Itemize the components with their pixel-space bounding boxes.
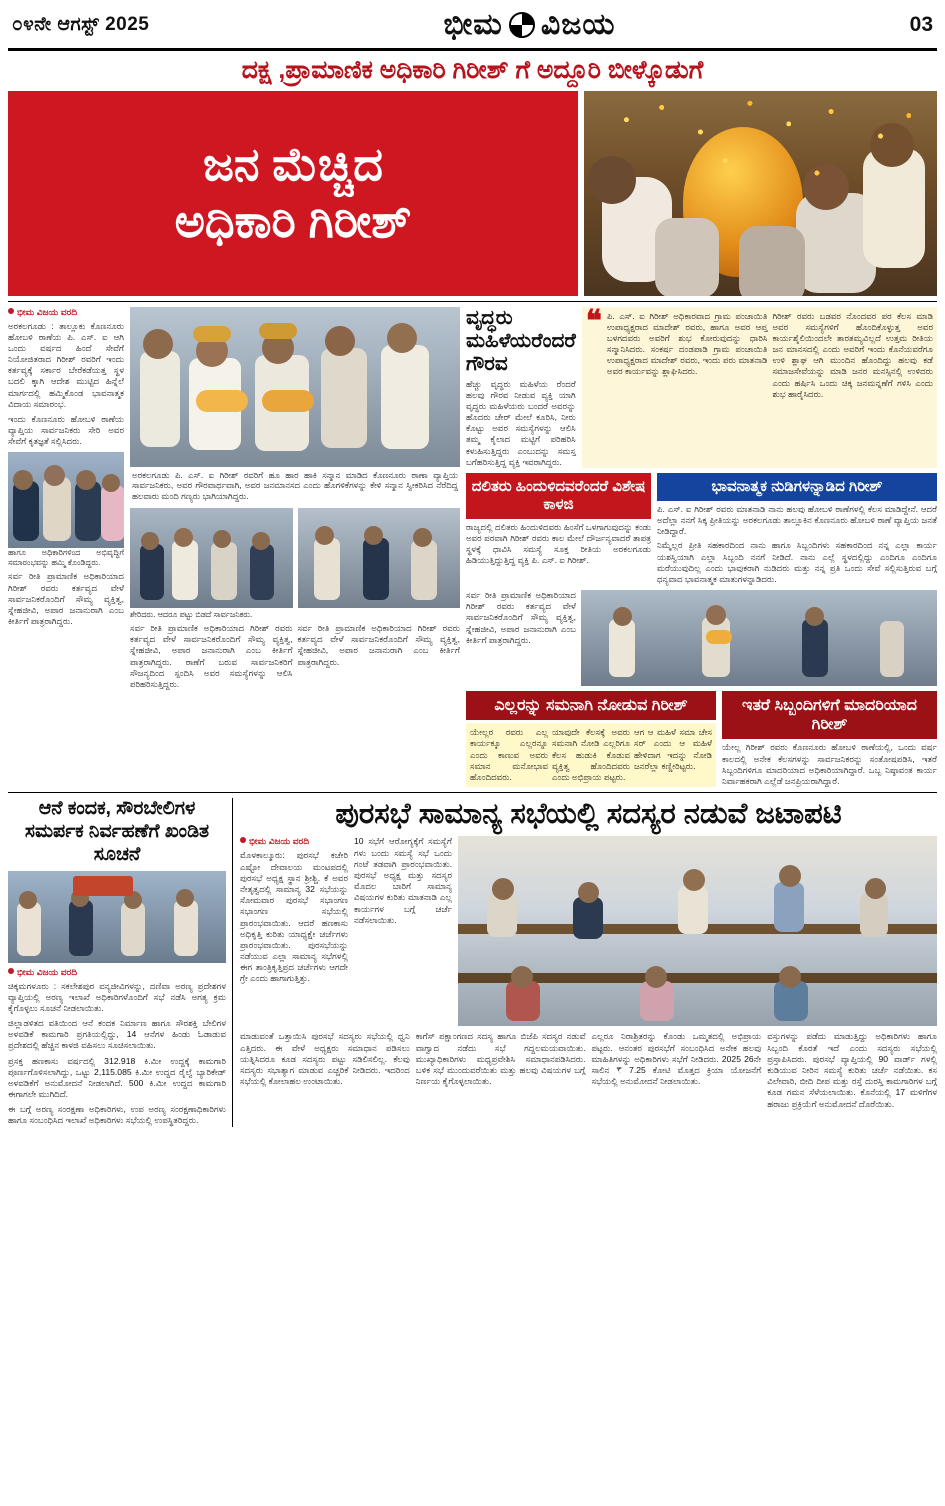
lead-byline: ಭೀಮ ವಿಜಯ ವರದಿ [8, 307, 124, 318]
hero-section [8, 91, 937, 296]
dalitaru-text: ರಾಜ್ಯದಲ್ಲಿ ದಲಿತರು ಹಿಂದುಳಿದವರು ಹಿಂಸೆಗೆ ಒಳಗಾಗುವುದನ್ನು ಕಂಡು ಅವರ ಪರವಾಗಿ ಗಿರೀಶ್ ರವರು ಕಾಲ ಮೇಲೆ ದೌರ್ಜನ್ಯವಾದರೆ ತಾಪತ್ರ ಸ್ಥಳಕ್ಕೆ ಧಾವಿಸಿ ಸಮಸ್ಯೆ ಸೂಕ್ತ ರೀತಿಯ ಅರಕಲಗೂಡು ಹಿಡಿಯುತ್ತಿದ್ದುತ್ತಿದ್ದ ವ್ಯಕ್ತಿ ಪಿ. ಎಸ್. ಐ ಗಿರೀಶ್. [466, 521, 651, 566]
station-photo [298, 508, 461, 608]
garland-group-photo [581, 590, 937, 686]
bottom-main-col-2: 10 ಸಭೆಗೆ ಆರೋಗ್ಯಕ್ಕೆಗೆ ಸಮಸ್ಯೆಗೆ ಗಳು ಬಂದು ಸಮಸ್ಯೆ ಸಭೆ ಒಂದು ಗಂಟೆ ತಡವಾಗಿ ಪ್ರಾರಂಭವಾಯಿತು. ಪುರಸಭೆ ಅಧ್ಯಕ್ಷ ಮತ್ತು ಸದಸ್ಯರ ಮೊದಲ ಬಾರಿಗೆ ಸಾಮಾನ್ಯ ವಿಷಯಗಳ ಕುರಿತು ಮಾತನಾಡಿ ಎಲ್ಲ ಕಾರ್ಯಗಳ ಬಗ್ಗೆ ಚರ್ಚೆ ನಡೆಸಲಾಯಿತು. [354, 836, 452, 925]
masthead-logo-left: ಭೀಮ [443, 8, 503, 41]
masthead [8, 6, 937, 51]
forest-meeting-photo [8, 871, 226, 963]
bottom-main-byline: ಭೀಮ ವಿಜಯ ವರದಿ [240, 836, 348, 847]
ellarannu-col-3: ಆಗ ಆ ಮಹಿಳೆ ಸಮಾ ಚೇಸ ಸರ್ ಎಂದು ಆ ಮಹಿಳೆ ಹೇಳಿದಾಗ ಇದನ್ನು ನೋಡಿ ಜನರೆಲ್ಲಾ ಕಣ್ಣೀರಿಟ್ಟರು. [634, 727, 712, 771]
logo-orb-icon [509, 12, 535, 38]
hero-headline-block [8, 91, 578, 296]
photo-caption-left: ಹಾಗೂ ಅಧಿಕಾರಿಗಳಿಂದ ಅಭಿವೃದ್ಧಿಗೆ ಸಮಾರಂಭವನ್ನು ಹಮ್ಮಿ ಕೊಂಡಿದ್ದರು. [8, 548, 124, 568]
bottom-main-headline: ಪುರಸಭೆ ಸಾಮಾನ್ಯ ಸಭೆಯಲ್ಲಿ ಸದಸ್ಯರ ನಡುವೆ ಜಟಾಪಟಿ [335, 798, 842, 831]
byline-dot-icon [8, 308, 14, 314]
bhavanatmaka-text-1: ಪಿ. ಎಸ್. ಐ ಗಿರೀಶ್ ರವರು ಮಾತನಾಡಿ ನಾನು ಹಲವು ಹೋಬಳಿ ಠಾಣೆಗಳಲ್ಲಿ ಕೆಲಸ ಮಾಡಿದ್ದೇನೆ. ಆದರೆ ಅದೆಲ್ಲಾ ನನಗೆ ಸಿಕ್ಕ ಪ್ರೀತಿಯನ್ನು ಅರಕಲಗೂಡು ತಾಲ್ಲೂಕಿನ ಕೊಣನೂರು ಹೋಬಳಿ ಠಾಣೆ ವ್ಯಾಪ್ತಿಯ ಜನತೆ ನೀಡಿದ್ದಾರೆ. [657, 503, 937, 537]
divider-2 [8, 792, 937, 793]
dalitaru-heading: ದಲಿತರು ಹಿಂದುಳಿದವರೆಂದರೆ ವಿಶೇಷ ಕಾಳಜಿ [466, 473, 651, 519]
bottom-left-para-1: ಚಿಕ್ಕಮಗಳೂರು : ಸಕಲೇಶಪುರ ವನ್ಯಜೀವಿಗಳನ್ನು, ದಣಿವಾ ಅರಣ್ಯ ಪ್ರದೇಶಗಳ ವ್ಯಾಪ್ತಿಯಲ್ಲಿ ಅರಣ್ಯ ಇಲಾಖೆ ಅಧಿಕಾರಿಗಳೊಂದಿಗೆ ಸಭೆ ನಡೆಸಿ ಅಗತ್ಯ ಕ್ರಮ ಕೈಗೊಳ್ಳಲು ಸೂಚನೆ ನೀಡಲಾಯಿತು. [8, 980, 226, 1013]
bottom-left-byline: ಭೀಮ ವಿಜಯ ವರದಿ [8, 967, 226, 978]
quote-text-right: ಗಿರೀಶ್ ರವರು ಬಡವರ ನೊಂದವರ ಪರ ಕೆಲಸ ಮಾಡಿ ಅವರ ಸಮಸ್ಯೆಗಳಿಗೆ ಹೊಂದಿಕೊಳ್ಳುತ್ತ ಅವರ ಕಾರ್ಯಶೈಲಿಯಿಂದಲೇ ತಾರತಮ್ಯವಿಲ್ಲದೆ ಉತ್ತಮ ರೀತಿಯ ಜನ ಮಾನಸದಲ್ಲಿ ಎಂದು ಅವರಿಗೆ ಇಂದು ಕೊನೆಯವರೆಗೂ ಉಳಿ ಶ್ಲಾಘ ಆಗಿ ಮುಂದಿನ ಹೊಂದಿದ್ದು ಹಲವು ಕಡೆ ಸಮಾಜಸೇವೆಯನ್ನು ಮಾಡಿ ಜನರ ಮನಸ್ಸಿನಲ್ಲಿ ಉಳಿದರು ಎಂದು ಹರ್ಷಿಸಿ ಒಂದು ಚಿಕ್ಕ ಜನಮನ್ನಣೆಗೆ ಗಳಿಸಿ ಎಂದು ಶುಭ ಹಾರೈಸಿದರು. [772, 310, 933, 399]
hero-headline-line1: ಜನ ಮೆಚ್ಚಿದ [202, 137, 384, 190]
vriddharu-text: ಹೆಚ್ಚು ವೃದ್ಧರು ಮಹಿಳೆಯ ರೆಂದರೆ ಹಲವು ಗೌರವ ನೀಡುವ ವ್ಯಕ್ತಿ ಯಾಗಿ ವೃದ್ಧರು ಮಹಿಳೆಯರು ಬಂದರೆ ಅವರನ್ನು ಹೊದರು ಚೇರ್ ಮೇಲೆ ಕೂರಿಸಿ, ನೀರು ಕೊಟ್ಟು ಅವರ ಸಮಸ್ಯೆಗಳನ್ನು ಆಲಿಸಿ ತಮ್ಮ ಕೈಲಾದ ಮಟ್ಟಿಗೆ ಪರಿಹರಿಸಿ ಕಳುಹಿಸುತ್ತಿದ್ದರು ಎಂಬುದನ್ನು ಸಮಸ್ತ ಬಗೆಹರಿಸುತ್ತಿದ್ದ ವ್ಯಕ್ತಿ ಇವರಾಗಿದ್ದರು. [466, 378, 576, 467]
ellarannu-col-2: ಯಾವುದೇ ಕೆಲಸಕ್ಕೆ ಅವರು ಸಮನಾಗಿ ನೋಡಿ ಎಲ್ಲರಿಗೂ ಕೆಲಸ ಹುಡುಕಿ ಕೊಡುವ ವ್ಯಕ್ತಿತ್ವ ಹೊಂದಿದವರು ಎಂದು ಅಭಿಪ್ರಾಯ ಪಟ್ಟರು. [552, 727, 630, 782]
photo-caption-right: ಶೇರಿದರು. ಆದರೂ ಪಟ್ಟು ಬಿಡದೆ ಸಾರ್ವಜನಿಕರು. [130, 610, 253, 620]
bhavanatmaka-heading: ಭಾವನಾತ್ಮಕ ನುಡಿಗಳನ್ನಾಡಿದ ಗಿರೀಶ್ [657, 473, 937, 501]
ellarannu-col-1: ಯೇಲ್ಲರ ರವರು ಎಲ್ಲ ಕಾರ್ಯಕ್ಕೂ ಎಲ್ಲರನ್ನೂ ಎಂದು ಕಾಣುವ ಅವರು ಸಮಾನ ಮನೋಭಾವ ಹೊಂದಿದವರು. [470, 727, 548, 782]
photo-caption-main: ಅರಕಲಗೂಡು ಪಿ. ಎಸ್. ಐ ಗಿರೀಶ್ ರವರಿಗೆ ಹೂ ಹಾರ ಹಾಕಿ ಸನ್ಮಾನ ಮಾಡಿದ ಕೊಣನೂರು ಠಾಣಾ ವ್ಯಾಪ್ತಿಯ ಸಾರ್ವಜನಿಕರು, ಅವರ ಗೌರವಾರ್ಥವಾಗಿ, ಅವರ ಜನಮಾನಸದ ಎಂದು ಹೊಗಳಿಕೆಗಳನ್ನು ಕೇಳಿ ಸನ್ಮಾನ ಸ್ವೀಕರಿಸಿದ ನೆರೆದಿದ್ದ ಹಲವಾರು ಮಂದಿ ಗಣ್ಯರು ಭಾಗಿಯಾಗಿದ್ದರು. [132, 469, 458, 502]
byline-dot-icon-3 [240, 837, 246, 843]
byline-dot-icon-2 [8, 968, 14, 974]
quote-text-left: ಪಿ. ಎಸ್. ಐ ಗಿರೀಶ್ ಅಧಿಕಾರವಾದ ಗ್ರಾಮ ಪಂಚಾಯಿತಿ ಉಪಾಧ್ಯಕ್ಷರಾದ ಮಾದೇಶ್ ರವರು, ಹಾಗೂ ಅವರ ಆಪ್ತ ಬಳಗದವರು ಅವರಿಗೆ ಶುಭ ಕೋರುವುದನ್ನು ಧಾರಿಸಿ ಸನ್ಮಾನಿಸಿದರು. ಸಂಕರ್ಷ ದಂಡಪಾಡಿ ಗ್ರಾಮ ಪಂಚಾಯಿತಿ ಉಪಾಧ್ಯಕ್ಷರಾದ ಮಾದೇಶ್ ರವರು, ಇಂದು ಪರು ಮಾತನಾಡಿ ಅವರ ಕಾರ್ಯವನ್ನು ಶ್ಲಾಘಿಸಿದರು. [606, 310, 768, 377]
bottom-main-col-4: ಕಾಗೆಸ್ ಪಕ್ಷಾಂಗಣದ ಸದಸ್ಯ ಹಾಗೂ ಬಿಜೆಪಿ ಸದಸ್ಯರ ನಡುವೆ ವಾಗ್ವಾದ ನಡೆದು ಸಭೆ ಗದ್ದಲಮಯವಾಯಿತು. ಮುಖ್ಯಾಧಿಕಾರಿಗಳು ಮಧ್ಯಪ್ರವೇಶಿಸಿ ಸಮಾಧಾನಪಡಿಸಿದರು. ಬಳಿಕ ಸಭೆ ಮುಂದುವರೆಯಿತು ಮತ್ತು ಹಲವು ವಿಷಯಗಳ ಬಗ್ಗೆ ನಿರ್ಣಯ ಕೈಗೊಳ್ಳಲಾಯಿತು. [415, 1031, 586, 1087]
council-meeting-photo [458, 836, 937, 1026]
page-number: 03 [909, 13, 933, 36]
bottom-main-col-6: ವಸ್ತುಗಳನ್ನು ಪಡೆದು ಮಾಡುತ್ತಿದ್ದು ಅಧಿಕಾರಿಗಳು ಹಾಗೂ ಸಿಬ್ಬಂದಿ ಕೊರತೆ ಇದೆ ಎಂದು ಸದಸ್ಯರು ಸಭೆಯಲ್ಲಿ ಪ್ರಸ್ತಾಪಿಸಿದರು. ಪುರಸಭೆ ವ್ಯಾಪ್ತಿಯಲ್ಲಿ 90 ವಾರ್ಡ್ ಗಳಲ್ಲಿ ಕುಡಿಯುವ ನೀರಿನ ಸಮಸ್ಯೆ ಕುರಿತು ಚರ್ಚೆ ನಡೆಯಿತು. ಕಸ ವಿಲೇವಾರಿ, ಬೀದಿ ದೀಪ ಮತ್ತು ರಸ್ತೆ ದುರಸ್ತಿ ಕಾಮಗಾರಿಗಳ ಬಗ್ಗೆ ಕೂಡ ಗಮನ ಸೆಳೆಯಲಾಯಿತು. ಕೊನೆಯಲ್ಲಿ 17 ಮಳಿಗೆಗಳ ಹರಾಜು ಪ್ರಕ್ರಿಯೆಗೆ ಅನುಮೋದನೆ ದೊರೆಯಿತು. [767, 1031, 937, 1109]
garlanding-ceremony-photo [130, 307, 460, 467]
right-small-text: ಸರ್ವ ರೀತಿ ಪ್ರಾಮಾಣಿಕ ಅಧಿಕಾರಿಯಾದ ಗಿರೀಶ್ ರವರು ಕರ್ತವ್ಯದ ವೇಳೆ ಸಾರ್ವಜನಿಕರೊಂದಿಗೆ ಸೌಮ್ಯ ವ್ಯಕ್ತಿತ್ವ, ಸ್ನೇಹಜೀವಿ, ಅಪಾರ ಜನಾನುರಾಗಿ ಎಂಬ ಕೀರ್ತಿಗೆ ಪಾತ್ರರಾಗಿದ್ದರು. [466, 590, 576, 645]
bottom-left-para-2: ಜಿಲ್ಲಾಡಳಿತದ ವತಿಯಿಂದ ಆನೆ ಕಂದಕ ನಿರ್ಮಾಣ ಹಾಗೂ ಸೌರಶಕ್ತಿ ಬೇಲಿಗಳ ಅಳವಡಿಕೆ ಕಾಮಗಾರಿ ಪ್ರಗತಿಯಲ್ಲಿದ್ದು, 14 ಆನೆಗಳ ಹಿಂಡು ಓಡಾಡುವ ಪ್ರದೇಶದಲ್ಲಿ ಹೆಚ್ಚಿನ ಕಾಳಜಿ ವಹಿಸಲು ಸೂಚಿಸಲಾಯಿತು. [8, 1018, 226, 1051]
quote-mark-icon: ❝ [585, 304, 602, 338]
bottom-left-para-3: ಪ್ರಸಕ್ತ ಹಣಕಾಸು ವರ್ಷದಲ್ಲಿ 312.918 ಕಿ.ಮೀ ಉದ್ದಕ್ಕೆ ಕಾಮಗಾರಿ ಪೂರ್ಣಗೊಳಿಸಲಾಗಿದ್ದು, ಒಟ್ಟು 2,115.085 ಕಿ.ಮೀ ಉದ್ದದ ರೈಲ್ವೆ ಬ್ಯಾರಿಕೇಡ್ ಅಳವಡಿಕೆಗೆ ಅನುಮೋದನೆ ನೀಡಲಾಗಿದೆ. 500 ಕಿ.ಮೀ ಉದ್ದದ ಕಾಮಗಾರಿ ಈಗಾಗಲೇ ಮುಗಿದಿದೆ. [8, 1055, 226, 1100]
top-headline: ದಕ್ಷ ,ಪ್ರಾಮಾಣಿಕ ಅಧಿಕಾರಿ ಗಿರೀಶ್ ಗೆ ಅದ್ದೂರಿ ಬೀಳ್ಕೊಡುಗೆ [241, 56, 704, 84]
bottom-left-headline: ಆನೆ ಕಂದಕ, ಸೌರಬೇಲಿಗಳ ಸಮರ್ಪಕ ನಿರ್ವಹಣೆಗೆ ಖಂಡಿತ ಸೂಚನೆ [24, 798, 210, 865]
ellarannu-heading: ಎಲ್ಲರನ್ನು ಸಮನಾಗಿ ನೋಡುವ ಗಿರೀಶ್ [466, 691, 716, 720]
bottom-left-para-4: ಈ ಬಗ್ಗೆ ಅರಣ್ಯ ಸಂರಕ್ಷಣಾ ಅಧಿಕಾರಿಗಳು, ಉಪ ಅರಣ್ಯ ಸಂರಕ್ಷಣಾಧಿಕಾರಿಗಳು ಹಾಗೂ ಸಂಬಂಧಿಸಿದ ಇಲಾಖೆ ಅಧಿಕಾರಿಗಳು ಸಭೆಯಲ್ಲಿ ಉಪಸ್ಥಿತರಿದ್ದರು. [8, 1104, 226, 1126]
bottom-main-col-1: ಮೊಳಕಾಲ್ಮೂರು: ಪುರಸಭೆ ಕಚೇರಿ ಎಷ್ಟೋ ದೇವಾಲಯ ಮಂಟಪದಲ್ಲಿ ಪುರಸಭೆ ಅಧ್ಯಕ್ಷ ಸ್ಥಾನ ಶ್ರೀಶ್ಚಿ. ಕೆ ಅವರ ನೇತೃತ್ವದಲ್ಲಿ ಸಾಮಾನ್ಯ 32 ಸಭೆಯನ್ನು ಸೋಮವಾರ ಪುರಸಭೆ ಸಭಾಂಗಣ ಸಭಾಂಗಣ ಸಭೆಯಲ್ಲಿ ಪ್ರಾರಂಭವಾಯಿತು. ಆದರೆ ಹಣಕಾಸು ಅಧಿಕೃತ್ತಿ ಕುರಿತು ಯಾಧ್ಯಕ್ಷೇ ಚರ್ಚೆಗಳು ಪ್ರಾರಂಭವಾಯಿತು. ಪುರಸಭೆಯನ್ನು ನಡೆಯುವ ಎಲ್ಲಾ ಸಾಮಾನ್ಯ ಸಭೆಗಳಲ್ಲಿ ಈಗ ತಾಂತ್ರಿಕೃತ್ತಿಪ್ರದ ಚರ್ಚೆಗಳು ಆಗದೇ ಗ್ರೇ ಎಂದು ಹಾಗಾಗುತ್ತಿತ್ತು. [240, 850, 348, 984]
center-column-text-2: ಸರ್ವ ರೀತಿ ಪ್ರಾಮಾಣಿಕ ಅಧಿಕಾರಿಯಾದ ಗಿರೀಶ್ ರವರು ಕರ್ತವ್ಯದ ವೇಳೆ ಸಾರ್ವಜನಿಕರೊಂದಿಗೆ ಸೌಮ್ಯ ವ್ಯಕ್ತಿತ್ವ, ಸ್ನೇಹಜೀವಿ, ಅಪಾರ ಜನಾನುರಾಗಿ ಎಂಬ ಕೀರ್ತಿಗೆ ಪಾತ್ರರಾಗಿದ್ದರು. [297, 623, 460, 667]
lead-para-2: ಇಂದು ಕೊಣನೂರು ಹೋಬಳಿ ಠಾಣೆಯ ವ್ಯಾಪ್ತಿಯ ಸಾರ್ವಜನಿಕರು ಸೇರಿ ಅವರ ಸೇವೆಗೆ ಕೃತಜ್ಞತೆ ಸಲ್ಲಿಸಿದರು. [8, 413, 124, 447]
divider [8, 301, 937, 302]
bottom-main-col-3: ಮಾಡುವಂತೆ ಒತ್ತಾಯಿಸಿ ಪುರಸಭೆ ಸದಸ್ಯರು ಸಭೆಯಲ್ಲಿ ಧ್ವನಿ ಎತ್ತಿದರು. ಈ ವೇಳೆ ಅಧ್ಯಕ್ಷರು ಸಮಾಧಾನ ಪಡಿಸಲು ಯತ್ನಿಸಿದರೂ ಕೂಡ ಸದಸ್ಯರು ಪಟ್ಟು ಸಡಿಲಿಸಲಿಲ್ಲ. ಕೆಲವು ಸದಸ್ಯರು ಸಭಾತ್ಯಾಗ ಮಾಡುವ ಎಚ್ಚರಿಕೆ ನೀಡಿದರು. ಇದರಿಂದ ಸಭೆಯಲ್ಲಿ ಕೋಲಾಹಲ ಉಂಟಾಯಿತು. [240, 1031, 410, 1087]
center-column-text: ಸರ್ವ ರೀತಿ ಪ್ರಾಮಾಣಿಕ ಅಧಿಕಾರಿಯಾದ ಗಿರೀಶ್ ರವರು ಕರ್ತವ್ಯದ ವೇಳೆ ಸಾರ್ವಜನಿಕರೊಂದಿಗೆ ಸೌಮ್ಯ ವ್ಯಕ್ತಿತ್ವ, ಸ್ನೇಹಜೀವಿ, ಅಪಾರ ಜನಾನುರಾಗಿ ಎಂಬ ಕೀರ್ತಿಗೆ ಪಾತ್ರರಾಗಿದ್ದರು. ಠಾಣೆಗೆ ಬರುವ ಸಾರ್ವಜನಿಕರಿಗೆ ಸೌಜನ್ಯದಿಂದ ಸ್ಪಂದಿಸಿ ಅವರ ಸಮಸ್ಯೆಗಳನ್ನು ಆಲಿಸಿ ಪರಿಹರಿಸುತ್ತಿದ್ದರು. [130, 623, 293, 689]
vriddharu-heading: ವೃದ್ಧರು ಮಹಿಳೆಯರೆಂದರೆ ಗೌರವ [466, 306, 576, 375]
itare-heading: ಇತರೆ ಸಿಬ್ಬಂದಿಗಳಿಗೆ ಮಾದರಿಯಾದ ಗಿರೀಶ್ [722, 691, 937, 739]
felicitation-flower-shower-photo [584, 91, 937, 296]
lead-para-1: ಅರಕಲಗೂಡು : ತಾಲ್ಲೂಕು ಕೊಣನೂರು ಹೋಬಳಿ ಠಾಣೆಯ ಪಿ. ಎಸ್. ಐ ಆಗಿ ಒಂದು ವರ್ಷದ ಹಿಂದೆ ಸೇವೆಗೆ ನಿಯೋಜಿತರಾದ ಗಿರೀಶ್ ರವರಿಗೆ ಇಂದು ಕರ್ತವ್ಯಕ್ಕೆ ಸರ್ಕಾರ ಬೇರೆಕಡೆಯತ್ತ ಸ್ಥಳ ಬದಲಿ ಕ್ಕಾಗಿ ಆದೇಶ ಮುಟ್ಟಿದ ಹಿನ್ನೆಲೆ ಮಾರ್ಗದಲ್ಲಿ ಹಮ್ಮಿಕೊಂಡ ಭಾವನಾತ್ಮಕ ವಿದಾಯ ಸಮಾರಂಭ. [8, 320, 124, 409]
hero-headline-line2: ಅಧಿಕಾರಿ ಗಿರೀಶ್ [174, 195, 412, 247]
left-column-text-1: ಸರ್ವ ರೀತಿ ಪ್ರಾಮಾಣಿಕ ಅಧಿಕಾರಿಯಾದ ಗಿರೀಶ್ ರವರು ಕರ್ತವ್ಯದ ವೇಳೆ ಸಾರ್ವಜನಿಕರೊಂದಿಗೆ ಸೌಮ್ಯ ವ್ಯಕ್ತಿತ್ವ, ಸ್ನೇಹಜೀವಿ, ಅಪಾರ ಜನಾನುರಾಗಿ ಎಂಬ ಕೀರ್ತಿಗೆ ಪಾತ್ರರಾಗಿದ್ದರು. [8, 571, 124, 627]
masthead-logo-right: ವಿಜಯ [540, 8, 616, 41]
bhavanatmaka-text-2: ನಿಮ್ಮೆಲ್ಲರ ಪ್ರೀತಿ ಸಹಕಾರದಿಂದ ನಾನು ಹಾಗೂ ಸಿಬ್ಬಂದಿಗಳು ಸಹಕಾರದಿಂದ ನನ್ನ ಎಲ್ಲಾ ಕಾರ್ಯ ಯಶಸ್ವಿಯಾಗಿ ಎಲ್ಲಾ ಸಿಬ್ಬಂದಿ ನನಗೆ ನೀಡಿದೆ. ನಾನು ಎಲ್ಲೆ ಸ್ಥಳದಲ್ಲಿದ್ದು ಎಂದಿಗೂ ಎಂದಿಗೂ ಮರೆಯುವುದಿಲ್ಲ ಎಂದು ಭಾವುಕರಾಗಿ ನುಡಿದರು ಮತ್ತು ನನ್ನ ಪ್ರತಿ ಒಂದು ಸೇವೆ ಸಲ್ಲಿಸುತ್ತಿರುವ ಬಗ್ಗೆ ಧನ್ಯವಾದ ಭಾವನಾತ್ಮಕ ಮಾತುಗಳನ್ನಾಡಿದರು. [657, 540, 937, 584]
quote-box [582, 304, 937, 468]
police-group-photo [8, 452, 124, 548]
bottom-main-col-5: ಎಲ್ಲರೂ ನಿರಾಶ್ರಿತರನ್ನು ಕೊಂಡು ಒಮ್ಮತದಲ್ಲಿ ಅಭಿಪ್ರಾಯ ಪಟ್ಟರು. ಆನಂತರ ಪುರಸಭೆಗೆ ಸಂಬಂಧಿಸಿದ ಅನೇಕ ಹಲವು ಮಾಹಿತಿಗಳನ್ನು ಅಧಿಕಾರಿಗಳು ಸಭೆಗೆ ನೀಡಿದರು. 2025 26ನೇ ಸಾಲಿನ ₹ 7.25 ಕೋಟಿ ಮೊತ್ತದ ಕ್ರಿಯಾ ಯೋಜನೆಗೆ ಸಭೆಯಲ್ಲಿ ಅನುಮೋದನೆ ನೀಡಲಾಯಿತು. [591, 1031, 762, 1087]
itare-text: ಯೇಲ್ಲ ಗಿರೀಶ್ ರವರು ಕೊಣನೂರು ಹೋಬಳಿ ಠಾಣೆಯಲ್ಲಿ, ಒಂದು ವರ್ಷ ಕಾಲದಲ್ಲಿ ಅನೇಕ ಕೆಲಸಗಳನ್ನು ಸಾರ್ವಜನಿಕರನ್ನು ಸಂತೋಷಪಡಿಸಿ, ಇತರೆ ಸಿಬ್ಬಂದಿಗಳಿಗೂ ಮಾದರಿಯಾದ ಅಧಿಕಾರಿಯಾಗಿದ್ದಾರೆ. ಒಬ್ಬ ನಿಷ್ಠಾವಂತ ಕಾರ್ಯ ನಿರ್ವಾಹಕರಾಗಿ ಎಲ್ಲೆಡೆ ಜನಪ್ರಿಯರಾಗಿದ್ದಾರೆ. [722, 742, 937, 786]
masthead-date: ೦೪ನೇ ಆಗಸ್ಟ್ 2025 [12, 14, 150, 35]
masthead-logo [444, 8, 616, 42]
crowd-photo [130, 508, 293, 608]
